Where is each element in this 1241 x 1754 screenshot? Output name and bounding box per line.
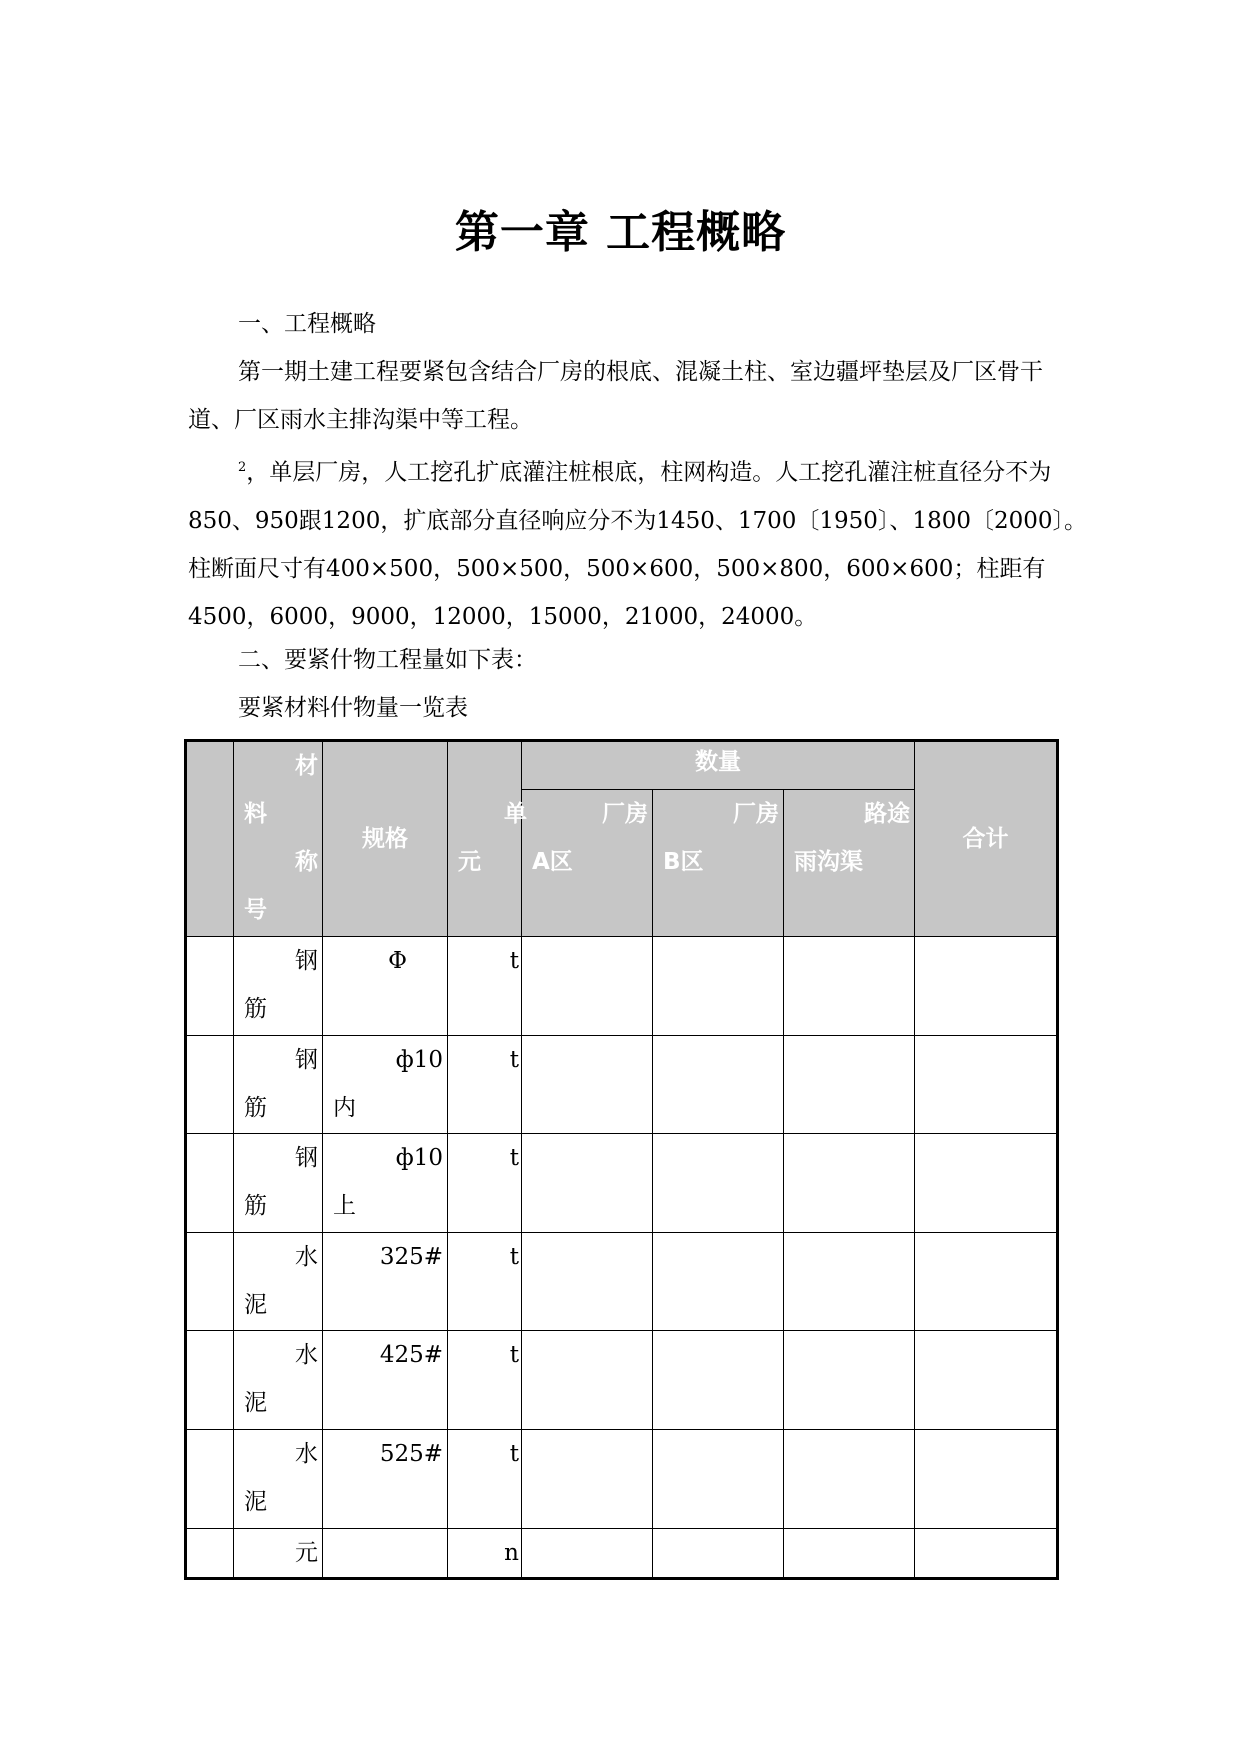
row-total-cell — [915, 1331, 1058, 1430]
row-unit-cell: t — [448, 1134, 522, 1233]
row-zone-a-cell — [522, 1035, 653, 1134]
footnote-mark: 2 — [238, 460, 247, 475]
row-road-cell — [784, 1331, 915, 1430]
row-index-cell — [186, 1232, 234, 1331]
row-road-cell — [784, 1035, 915, 1134]
header-unit: 单 元 — [448, 741, 522, 937]
header-spec: 规格 — [323, 741, 448, 937]
row-total-cell — [915, 1035, 1058, 1134]
paragraph-2-text: ，单层厂房，人工挖孔扩底灌注桩根底，柱网构造。人工挖孔灌注桩直径分不为850、950跟1200，扩底部分直径响应分不为1450、1700〔1950〕、1800〔2000〕。柱断面尺寸有400×500，500×500，500×600，500×800，600×600；柱距有4500，6000，9000，12000，15000，21000，24000。 — [188, 459, 1087, 630]
row-name-cell: 钢 筋 — [234, 1134, 323, 1233]
row-spec-cell: ф10 上 — [323, 1134, 448, 1233]
table-row — [186, 1232, 1058, 1331]
header-zone-a: 厂房 A区 — [522, 790, 653, 937]
row-index-cell — [186, 1528, 234, 1578]
row-zone-b-cell — [653, 1035, 784, 1134]
row-zone-b-cell — [653, 1134, 784, 1233]
header-total: 合计 — [915, 741, 1058, 937]
chapter-title: 第一章 工程概略 — [454, 207, 787, 258]
row-index-cell — [186, 937, 234, 1036]
header-material-name: 材 料 称 号 — [234, 741, 323, 937]
header-zone-b: 厂房 B区 — [653, 790, 784, 937]
row-name-cell: 元 — [234, 1528, 323, 1578]
row-zone-a-cell — [522, 937, 653, 1036]
row-road-cell — [784, 1232, 915, 1331]
row-total-cell — [915, 1430, 1058, 1529]
row-name-cell: 水 泥 — [234, 1430, 323, 1529]
table-row — [186, 937, 1058, 1036]
row-name-cell: 水 泥 — [234, 1232, 323, 1331]
table-row — [186, 1331, 1058, 1430]
table-row — [186, 1528, 1058, 1578]
row-index-cell — [186, 1331, 234, 1430]
row-total-cell — [915, 1232, 1058, 1331]
row-index-cell — [186, 1134, 234, 1233]
row-total-cell — [915, 1134, 1058, 1233]
paragraph-2 — [188, 444, 1088, 641]
row-zone-b-cell — [653, 1331, 784, 1430]
row-name-cell: 钢 筋 — [234, 1035, 323, 1134]
row-zone-a-cell — [522, 1528, 653, 1578]
row-road-cell — [784, 1430, 915, 1529]
table-caption: 要紧材料什物量一览表 — [238, 695, 468, 721]
row-zone-a-cell — [522, 1232, 653, 1331]
row-spec-cell: 425# — [323, 1331, 448, 1430]
row-zone-b-cell — [653, 937, 784, 1036]
row-unit-cell: t — [448, 937, 522, 1036]
row-name-cell: 钢 筋 — [234, 937, 323, 1036]
header-quantity: 数量 — [522, 741, 915, 790]
row-spec-cell: 325# — [323, 1232, 448, 1331]
row-unit-cell: t — [448, 1232, 522, 1331]
header-row-1 — [186, 741, 1058, 790]
table-row — [186, 1035, 1058, 1134]
paragraph-1: 第一期土建工程要紧包含结合厂房的根底、混凝土柱、室边疆坪垫层及厂区骨干道、厂区雨水主排沟渠中等工程。 — [188, 359, 1043, 433]
row-index-cell — [186, 1430, 234, 1529]
section2-heading: 二、要紧什物工程量如下表： — [238, 647, 537, 673]
row-unit-cell: t — [448, 1035, 522, 1134]
row-road-cell — [784, 1134, 915, 1233]
row-index-cell — [186, 1035, 234, 1134]
row-spec-cell: ф10 内 — [323, 1035, 448, 1134]
row-spec-cell — [323, 1528, 448, 1578]
row-zone-a-cell — [522, 1430, 653, 1529]
row-unit-cell: t — [448, 1331, 522, 1430]
row-zone-b-cell — [653, 1232, 784, 1331]
row-unit-cell: n — [448, 1528, 522, 1578]
materials-table — [184, 739, 1059, 1580]
row-total-cell — [915, 937, 1058, 1036]
row-zone-a-cell — [522, 1331, 653, 1430]
table-row — [186, 1430, 1058, 1529]
row-road-cell — [784, 937, 915, 1036]
table-row — [186, 1134, 1058, 1233]
row-zone-b-cell — [653, 1528, 784, 1578]
row-road-cell — [784, 1528, 915, 1578]
row-unit-cell: t — [448, 1430, 522, 1529]
row-spec-cell: 525# — [323, 1430, 448, 1529]
header-road-drain: 路途 雨沟渠 — [784, 790, 915, 937]
row-total-cell — [915, 1528, 1058, 1578]
row-spec-cell: Φ — [323, 937, 448, 1036]
section1-heading: 一、工程概略 — [238, 311, 376, 337]
row-name-cell: 水 泥 — [234, 1331, 323, 1430]
row-zone-b-cell — [653, 1430, 784, 1529]
row-zone-a-cell — [522, 1134, 653, 1233]
header-index — [186, 741, 234, 937]
